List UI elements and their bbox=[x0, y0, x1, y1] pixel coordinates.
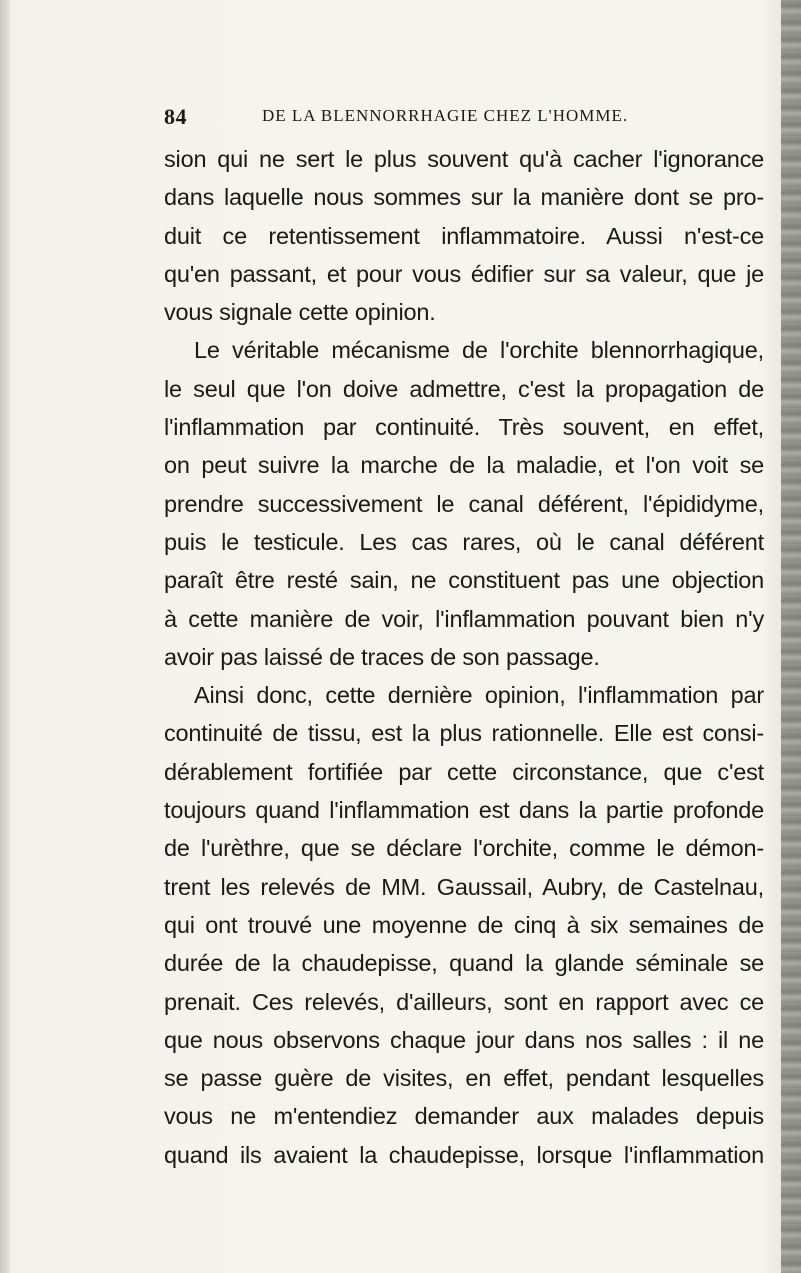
text-line: Ainsi donc, cette dernière opinion, l'inflammation par bbox=[194, 682, 764, 709]
text-line: qu'en passant, et pour vous édifier sur sa valeur, que je bbox=[164, 260, 764, 287]
text-line: sion qui ne sert le plus souvent qu'à cacher l'ignorance bbox=[164, 146, 764, 172]
text-line: se passe guère de visites, en effet, pendant lesquelles bbox=[164, 1065, 764, 1092]
text-line: à cette manière de voir, l'inflammation pouvant bien n'y bbox=[164, 605, 764, 632]
text-line: puis le testicule. Les cas rares, où le canal déférent bbox=[164, 528, 764, 555]
text-line: de l'urèthre, que se déclare l'orchite, comme le démon- bbox=[164, 835, 764, 862]
page-edge bbox=[781, 0, 801, 1273]
text-line: l'inflammation par continuité. Très souvent, en effet, bbox=[164, 414, 764, 441]
text-line: Le véritable mécanisme de l'orchite blennorrhagique, bbox=[194, 337, 764, 364]
body-text bbox=[164, 140, 764, 1174]
text-line: duit ce retentissement inflammatoire. Aussi n'est-ce bbox=[164, 222, 764, 249]
running-head bbox=[164, 104, 764, 134]
text-line: continuité de tissu, est la plus rationnelle. Elle est consi- bbox=[164, 720, 764, 747]
page-gutter bbox=[0, 0, 10, 1273]
page-number: 84 bbox=[164, 104, 187, 129]
text-line: vous ne m'entendiez demander aux malades depuis bbox=[164, 1103, 764, 1130]
text-line: on peut suivre la marche de la maladie, et l'on voit se bbox=[164, 452, 764, 479]
text-line: paraît être resté sain, ne constituent pas une objection bbox=[164, 567, 764, 594]
text-line: que nous observons chaque jour dans nos salles : il ne bbox=[164, 1026, 764, 1053]
text-line: quand ils avaient la chaudepisse, lorsque l'inflammation bbox=[164, 1141, 764, 1168]
text-line: trent les relevés de MM. Gaussail, Aubry, de Castelnau, bbox=[164, 873, 764, 900]
running-head-title: DE LA BLENNORRHAGIE CHEZ L'HOMME. bbox=[262, 106, 629, 125]
text-line: qui ont trouvé une moyenne de cinq à six semaines de bbox=[164, 911, 764, 938]
text-line: prenait. Ces relevés, d'ailleurs, sont en rapport avec ce bbox=[164, 988, 764, 1015]
text-line: prendre successivement le canal déférent, l'épididyme, bbox=[164, 490, 764, 517]
text-line: dérablement fortifiée par cette circonstance, que c'est bbox=[164, 758, 764, 785]
text-line: le seul que l'on doive admettre, c'est la propagation de bbox=[164, 375, 764, 402]
text-line: avoir pas laissé de traces de son passage. bbox=[164, 643, 600, 670]
text-line: toujours quand l'inflammation est dans la partie profonde bbox=[164, 797, 764, 824]
text-line: vous signale cette opinion. bbox=[164, 299, 436, 326]
text-line: dans laquelle nous sommes sur la manière dont se pro- bbox=[164, 184, 764, 211]
text-line: durée de la chaudepisse, quand la glande séminale se bbox=[164, 950, 764, 977]
